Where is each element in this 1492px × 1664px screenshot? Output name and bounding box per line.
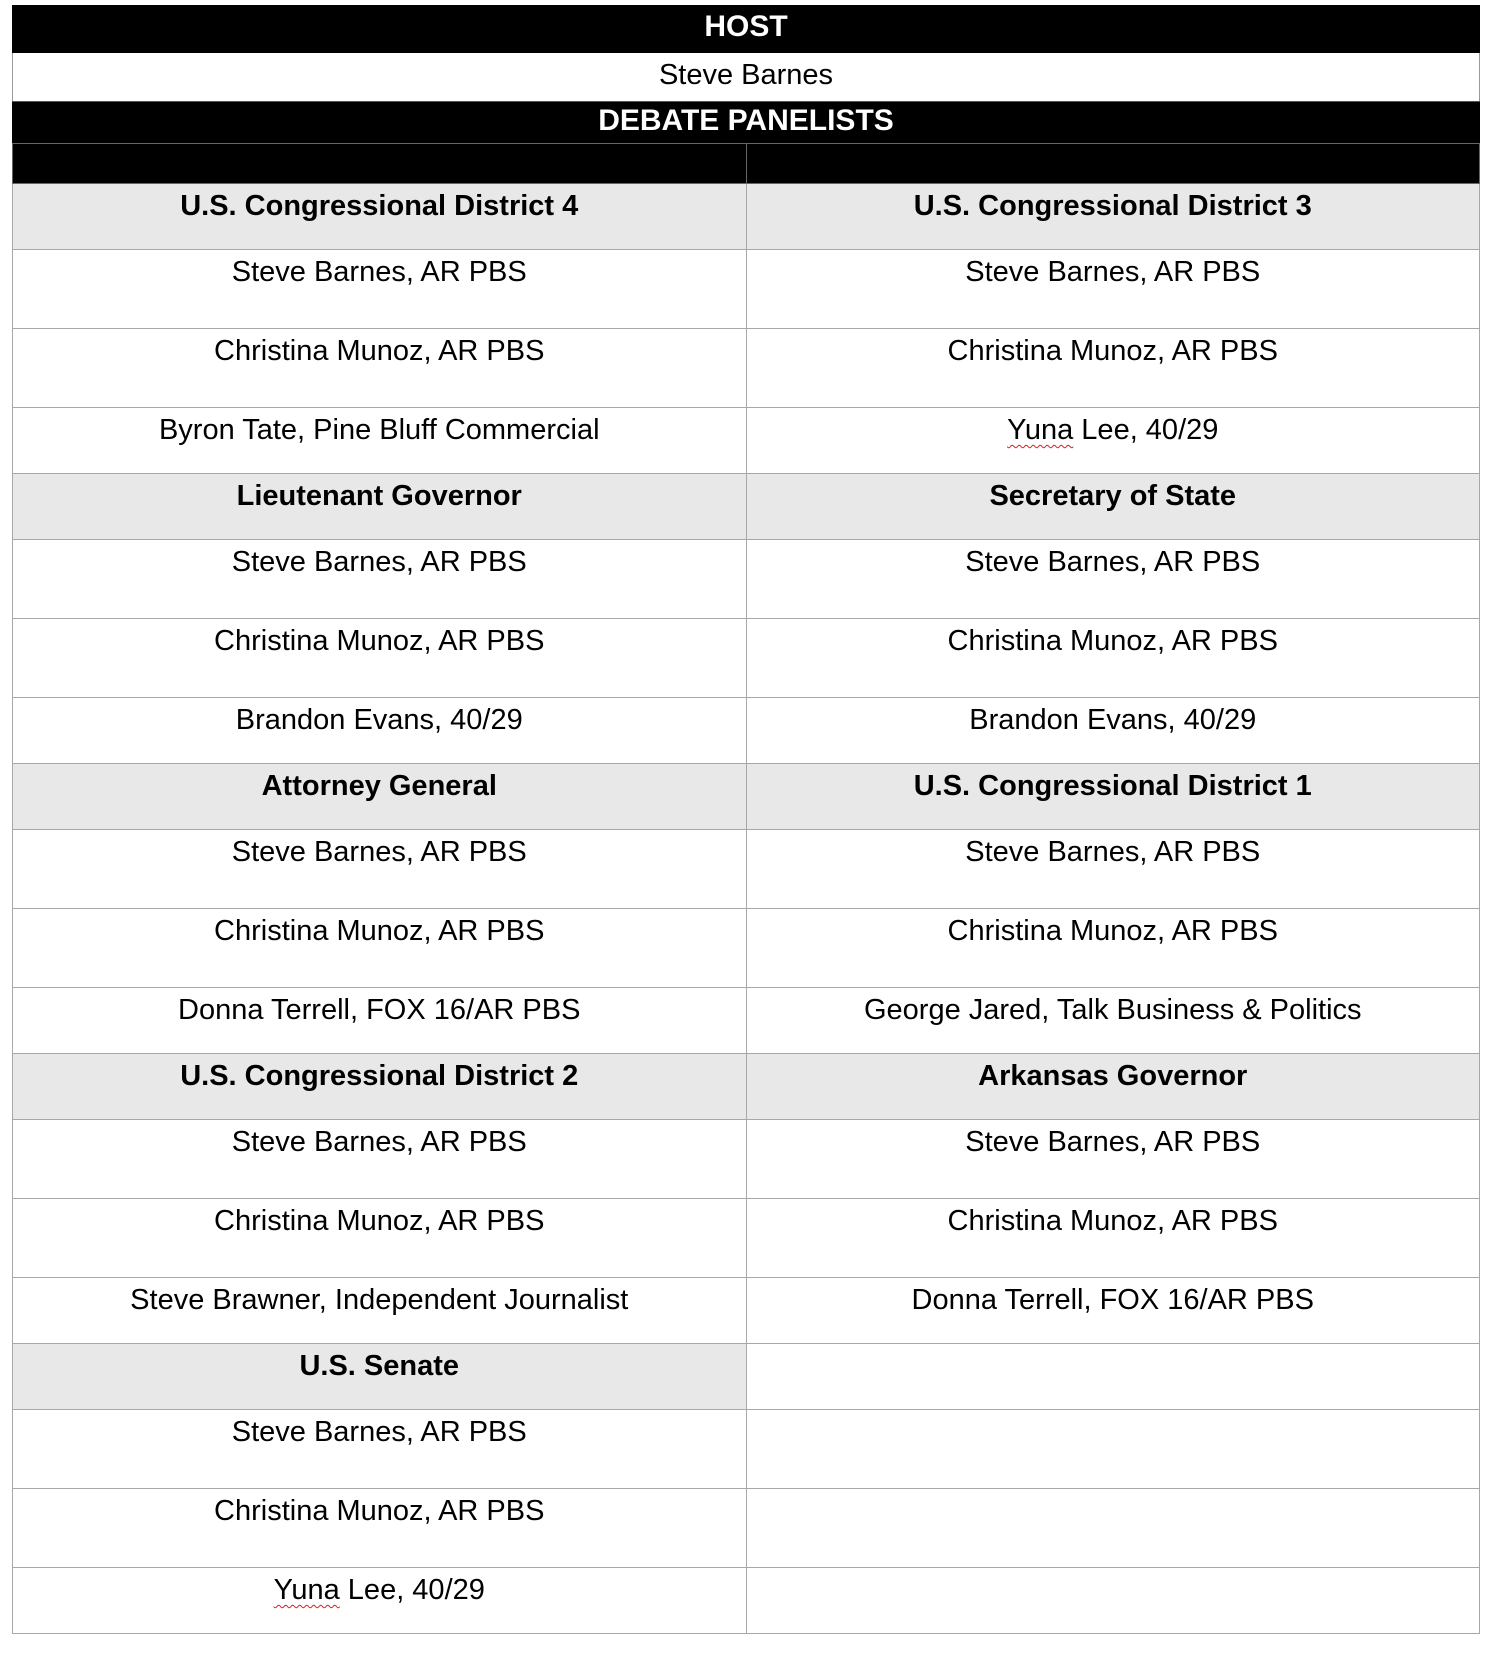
panelist-cell-right: Steve Barnes, AR PBS [746,540,1480,619]
race-title-left: Attorney General [13,764,747,830]
panelist-cell-right [746,1410,1480,1489]
panelist-cell-right: Christina Munoz, AR PBS [746,1199,1480,1278]
panelist-cell-right: Christina Munoz, AR PBS [746,619,1480,698]
panelists-header: DEBATE PANELISTS [12,101,1480,143]
panelist-cell-right: Brandon Evans, 40/29 [746,698,1480,764]
panelist-cell-left: Christina Munoz, AR PBS [13,909,747,988]
panelist-cell-left: Donna Terrell, FOX 16/AR PBS [13,988,747,1054]
panelist-row [13,329,1480,408]
spellcheck-word: Yuna [1007,414,1074,446]
panelist-cell-left: Christina Munoz, AR PBS [13,619,747,698]
panelist-row [13,619,1480,698]
panelist-cell-right: Steve Barnes, AR PBS [746,1120,1480,1199]
panelist-row [13,1120,1480,1199]
panelist-row [13,1199,1480,1278]
spellcheck-word: Yuna [273,1574,340,1606]
panelist-cell-left: Byron Tate, Pine Bluff Commercial [13,408,747,474]
panelist-cell-right [746,1568,1480,1634]
panelist-cell-left: Christina Munoz, AR PBS [13,329,747,408]
blank-header-cell-left [13,144,747,184]
panelist-row [13,909,1480,988]
panelist-row [13,988,1480,1054]
race-title-right: U.S. Congressional District 3 [746,184,1480,250]
panelists-table [12,143,1480,1634]
panelist-cell-left: Steve Brawner, Independent Journalist [13,1278,747,1344]
panelist-row [13,540,1480,619]
panelist-cell-left: Steve Barnes, AR PBS [13,830,747,909]
panelist-cell-right: George Jared, Talk Business & Politics [746,988,1480,1054]
race-title-left: U.S. Congressional District 2 [13,1054,747,1120]
panelist-row [13,1489,1480,1568]
panelist-row [13,408,1480,474]
panelist-cell-left: Steve Barnes, AR PBS [13,1410,747,1489]
panelist-cell-left: Christina Munoz, AR PBS [13,1489,747,1568]
host-name: Steve Barnes [12,53,1480,101]
panelist-cell-left: Yuna Lee, 40/29 [13,1568,747,1634]
race-title-right [746,1344,1480,1410]
panelist-cell-left: Steve Barnes, AR PBS [13,540,747,619]
panelist-cell-right [746,1489,1480,1568]
panelist-cell-left: Brandon Evans, 40/29 [13,698,747,764]
panelist-cell-right: Steve Barnes, AR PBS [746,830,1480,909]
debate-document [12,5,1480,1634]
panelist-row [13,1410,1480,1489]
race-title-right: Arkansas Governor [746,1054,1480,1120]
panelist-row [13,698,1480,764]
blank-header-cell-right [746,144,1480,184]
host-header: HOST [12,5,1480,53]
panelist-cell-left: Christina Munoz, AR PBS [13,1199,747,1278]
race-title-row [13,184,1480,250]
panelist-cell-right: Yuna Lee, 40/29 [746,408,1480,474]
race-title-row [13,474,1480,540]
panelist-row [13,830,1480,909]
blank-header-row [13,144,1480,184]
panelist-cell-right: Christina Munoz, AR PBS [746,329,1480,408]
race-title-row [13,1054,1480,1120]
panelist-cell-left: Steve Barnes, AR PBS [13,1120,747,1199]
panelist-row [13,250,1480,329]
panelist-cell-right: Christina Munoz, AR PBS [746,909,1480,988]
panelist-cell-right: Donna Terrell, FOX 16/AR PBS [746,1278,1480,1344]
panelist-row [13,1278,1480,1344]
race-title-left: U.S. Congressional District 4 [13,184,747,250]
race-title-left: U.S. Senate [13,1344,747,1410]
race-title-row [13,764,1480,830]
race-title-row [13,1344,1480,1410]
panelist-cell-left: Steve Barnes, AR PBS [13,250,747,329]
panelist-cell-right: Steve Barnes, AR PBS [746,250,1480,329]
race-title-left: Lieutenant Governor [13,474,747,540]
race-title-right: U.S. Congressional District 1 [746,764,1480,830]
race-title-right: Secretary of State [746,474,1480,540]
panelist-row [13,1568,1480,1634]
